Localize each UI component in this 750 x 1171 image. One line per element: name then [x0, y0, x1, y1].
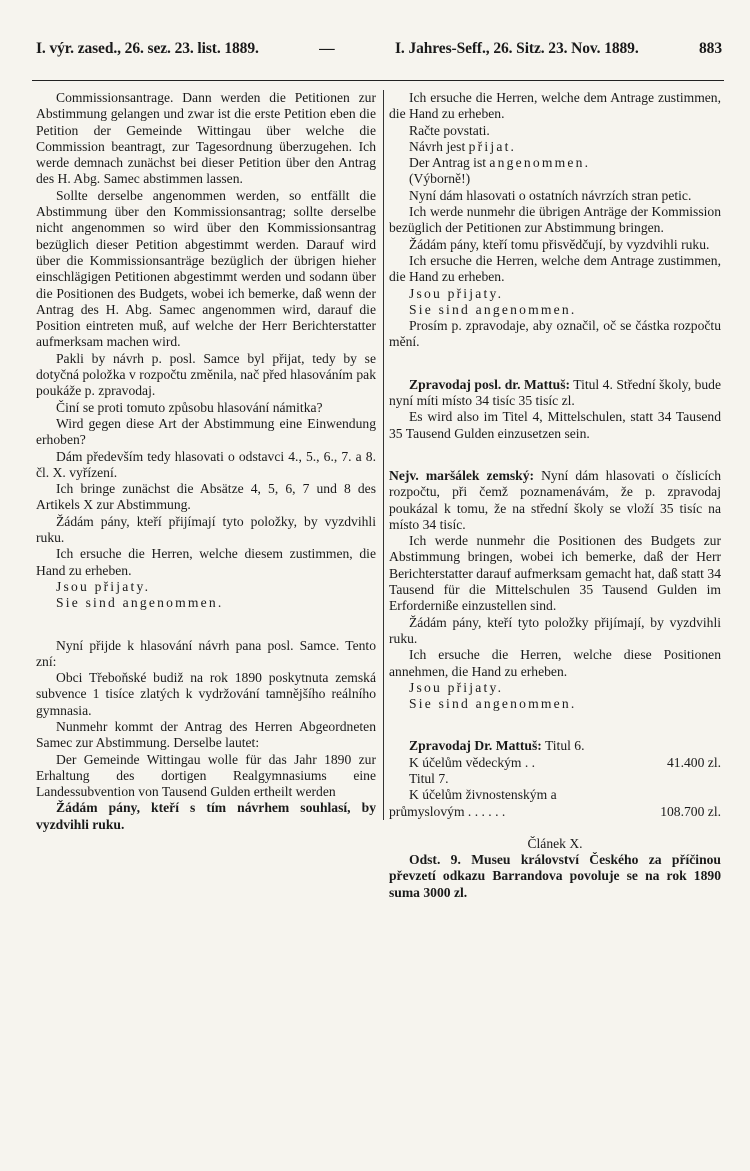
article-text: Odst. 9. Museu království Českého za příčinou převzetí odkazu Barrandova povoluje se na rok 1890 suma 3000 zl. — [389, 852, 721, 900]
right_column-paragraph: Der Antrag ist angenommen. — [409, 155, 591, 171]
left_column-paragraph: Žádám pány, kteří s tím návrhem souhlasí, by vyzdvihli ruku. — [36, 800, 376, 832]
left_column-paragraph: Žádám pány, kteří přijímají tyto položky, by vyzdvihli ruku. — [36, 513, 376, 546]
header-rule — [32, 80, 724, 81]
left_column-paragraph: Pakli by návrh p. posl. Samce byl přijat, tedy by se dotyčná položka v rozpočtu změnila, nač před hlasováním pak poukáže p. zpravodaj. — [36, 350, 376, 399]
left_column-paragraph: Činí se proti tomuto způsobu hlasování námitka? — [56, 399, 323, 415]
right_column-paragraph: Zpravodaj posl. dr. Mattuš: Titul 4. Střední školy, bude nyní míti místo 34 tisíc 35 tisíc zl. — [389, 376, 721, 409]
left_column-paragraph: Der Gemeinde Wittingau wolle für das Jahr 1890 zur Erhaltung des dortigen Realgymnasiums eine Landessubvention von Tausend Gulden ertheilt werden — [36, 751, 376, 800]
right_column-paragraph: (Výborně!) — [409, 171, 471, 187]
header-german: I. Jahres-Seff., 26. Sitz. 23. Nov. 1889. — [395, 40, 639, 57]
budget-line-trade-label: K účelům živnostenským a — [409, 787, 557, 803]
right_column-paragraph: Žádám pány, kteří tomu přisvědčují, by vyzdvihli ruku. — [409, 236, 710, 252]
right_column-paragraph: Jsou přijaty. — [409, 285, 504, 301]
left_column-paragraph: Wird gegen diese Art der Abstimmung eine Einwendung erhoben? — [36, 415, 376, 448]
right_column-paragraph: Ich werde nunmehr die übrigen Anträge der Kommission bezüglich der Petitionen zur Abstimmung bringen. — [389, 204, 721, 236]
left_column-paragraph: Sollte derselbe angenommen werden, so entfällt die Abstimmung über den Kommissionsantrag; sollte derselbe nicht angenommen so wird über den Kommissionsantrag bezüglich dieser Petition abgestimmt werden. Darauf wird über die Kommissionsanträge bezüglich der übrigen hieher einschlägigen Petitionen abgestimmt werden und sodann über die Positionen des Budgets, wobei ich bemerke, daß wenn der Antrag des H. Abg. Samec angenommen wird, darauf die Position eintreten muß, auf welche der Herr Berichterstatter aufmerksam machen wird. — [36, 187, 376, 350]
right-column — [389, 90, 721, 901]
right-column-paragraphs — [389, 90, 721, 712]
page-number: 883 — [699, 40, 722, 57]
header-dash: — — [319, 40, 335, 57]
left_column-paragraph: Nunmehr kommt der Antrag des Herren Abgeordneten Samec zur Abstimmung. Derselbe lautet: — [36, 718, 376, 751]
right_column-paragraph: Ich ersuche die Herren, welche dem Antrage zustimmen, die Hand zu erheben. — [389, 252, 721, 285]
column-divider — [383, 90, 384, 820]
right_column-paragraph: Račte povstati. — [409, 122, 490, 138]
right_column-paragraph: Jsou přijaty. — [409, 679, 504, 695]
left_column-paragraph: Ich bringe zunächst die Absätze 4, 5, 6, 7 und 8 des Artikels X zur Abstimmung. — [36, 481, 376, 513]
article-heading: Článek X. — [527, 835, 583, 851]
right_column-paragraph: Ich werde nunmehr die Positionen des Budgets zur Abstimmung bringen, wobei ich bemerke, daß der Herr Berichterstatter darauf aufmerksam gemacht hat, daß statt 34 Tausend für die Mittelschulen 35 Tausend Gulden im Erforderniße einzustellen sind. — [389, 533, 721, 614]
right_column-paragraph: Prosím p. zpravodaje, aby označil, oč se částka rozpočtu mění. — [389, 318, 721, 350]
right_column-paragraph: Es wird also im Titel 4, Mittelschulen, statt 34 Tausend 35 Tausend Gulden einzusetzen sein. — [389, 409, 721, 441]
left_column-paragraph: Sie sind angenommen. — [56, 595, 224, 611]
left_column-paragraph: Jsou přijaty. — [56, 578, 151, 594]
header-czech: I. výr. zased., 26. sez. 23. list. 1889. — [36, 40, 259, 57]
right_column-paragraph: Nejv. maršálek zemský: Nyní dám hlasovati o číslicích rozpočtu, při čemž poznamenávám, že p. zpravodaj poukázal k tomu, že na střední školy se vloží 35 tisíc na místo 34 tisíc. — [389, 467, 722, 532]
left-column — [36, 90, 376, 833]
right_column-paragraph: Žádám pány, kteří tyto položky přijímají, by vyzdvihli ruku. — [389, 614, 721, 646]
budget-intro: Zpravodaj Dr. Mattuš: Titul 6. — [409, 738, 585, 754]
left_column-paragraph: Obci Třeboňské budiž na rok 1890 poskytnuta zemská subvence 1 tisíce zlatých k vydržování tamnějšího reálního gymnasia. — [36, 670, 376, 718]
left_column-paragraph: Nyní přijde k hlasování návrh pana posl. Samce. Tento zní: — [36, 637, 376, 669]
right_column-paragraph: Nyní dám hlasovati o ostatních návrzích stran petic. — [409, 187, 692, 203]
right_column-paragraph: Sie sind angenommen. — [409, 301, 577, 317]
budget-title-7: Titul 7. — [409, 770, 449, 786]
budget-line-scientific: K účelům vědeckým . . 41.400 zl. — [409, 754, 721, 770]
budget-line-industrial: průmyslovým . . . . . . 108.700 zl. — [389, 803, 721, 819]
left_column-paragraph: Ich ersuche die Herren, welche diesem zustimmen, die Hand zu erheben. — [36, 546, 376, 578]
right_column-paragraph: Ich ersuche die Herren, welche dem Antrage zustimmen, die Hand zu erheben. — [389, 90, 721, 122]
right_column-paragraph: Ich ersuche die Herren, welche diese Positionen annehmen, die Hand zu erheben. — [389, 647, 721, 679]
right_column-paragraph: Návrh jest přijat. — [409, 138, 517, 154]
right_column-paragraph: Sie sind angenommen. — [409, 696, 577, 712]
page-header — [36, 40, 722, 58]
left_column-paragraph: Commissionsantrage. Dann werden die Petitionen zur Abstimmung gelangen und zwar ist die erste Petition eben die Petition der Gemeinde Wittingau über welche die Commission beantragt, zur Tagesordnung überzugehen. Ich werde demnach zunächst bei dieser Petition über den Antrag des H. Abg. Samec abstimmen lassen. — [36, 90, 376, 187]
left_column-paragraph: Dám především tedy hlasovati o odstavci 4., 5., 6., 7. a 8. čl. X. vyřízení. — [36, 448, 376, 480]
